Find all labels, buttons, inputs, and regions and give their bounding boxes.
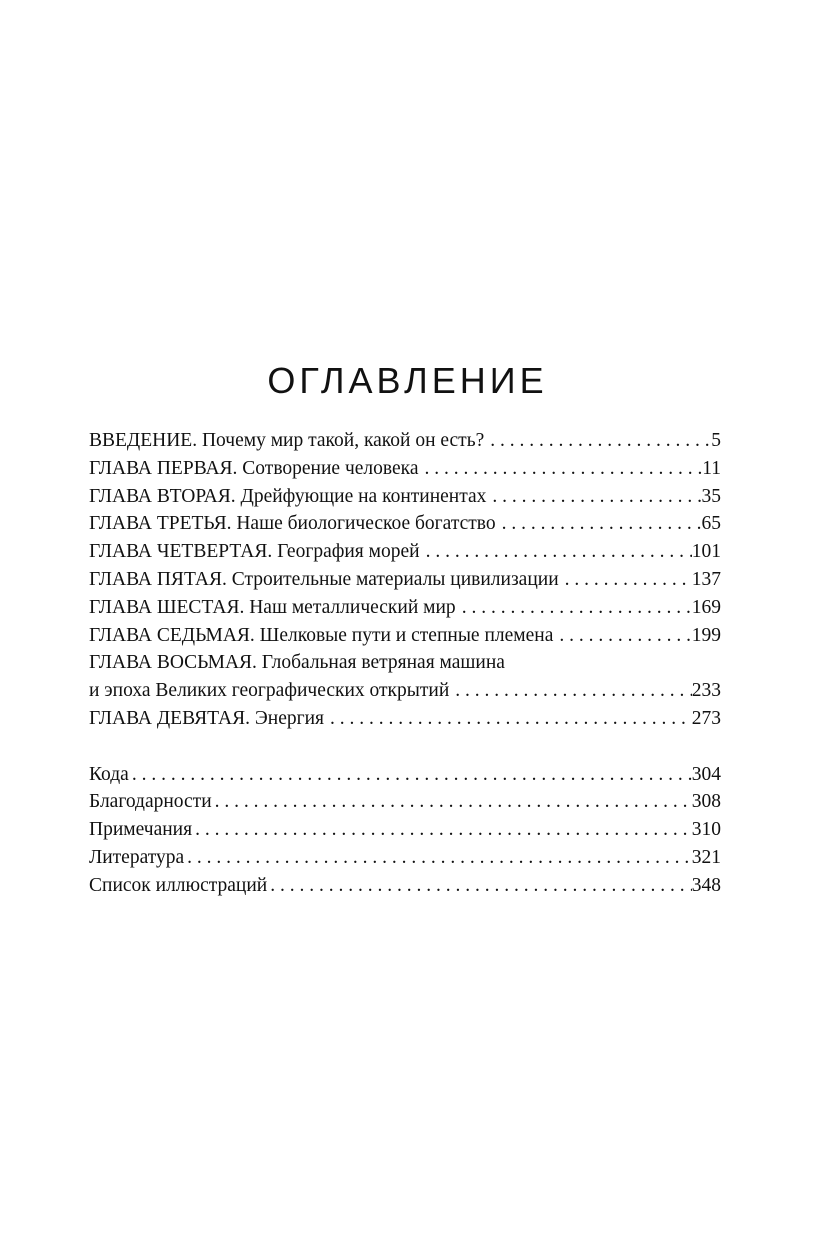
toc-entry-label: Кода [89, 763, 129, 785]
toc-entry-label-line-2: и эпоха Великих географических открытий [89, 680, 450, 702]
toc-entry-chapter-2[interactable] [89, 483, 721, 511]
toc-entry-page: 65 [701, 513, 721, 535]
toc-entry-chapter-7[interactable] [89, 622, 721, 650]
page-title: ОГЛАВЛЕНИЕ [267, 360, 548, 401]
dot-leader [496, 510, 702, 538]
toc-entry-label: ГЛАВА СЕДЬМАЯ. Шелковые пути и степные племена [89, 624, 554, 646]
toc-entry-page: 310 [691, 819, 721, 841]
toc-entry-label: ВВЕДЕНИЕ. Почему мир такой, какой он есть? [89, 430, 485, 451]
toc-entry-chapter-9[interactable] [89, 705, 721, 733]
dot-leader [324, 705, 692, 733]
toc-entry-chapter-4[interactable] [89, 538, 721, 566]
toc-entry-label: ГЛАВА ЧЕТВЕРТАЯ. География морей [89, 541, 420, 563]
dot-leader [420, 538, 692, 566]
dot-leader [456, 594, 692, 622]
toc-entry-bibliography[interactable] [89, 844, 721, 872]
toc-entry-label: ГЛАВА ТРЕТЬЯ. Наше биологическое богатство [89, 513, 496, 535]
toc-entry-label: ГЛАВА ПЯТАЯ. Строительные материалы цивилизации [89, 568, 559, 590]
toc-entry-label: Список иллюстраций [89, 874, 268, 896]
dot-leader [129, 761, 692, 789]
toc-entry-chapter-5[interactable] [89, 566, 721, 594]
table-of-contents [89, 427, 721, 900]
toc-entry-page: 233 [691, 680, 721, 702]
toc-entry-acknowledgements[interactable] [89, 788, 721, 816]
toc-entry-page: 11 [702, 457, 721, 479]
toc-entry-introduction[interactable] [89, 427, 721, 455]
section-spacer [89, 733, 721, 761]
dot-leader [553, 622, 691, 650]
dot-leader [418, 455, 702, 483]
dot-leader [559, 566, 692, 594]
toc-entry-coda[interactable] [89, 761, 721, 789]
toc-entry-page: 169 [691, 596, 721, 618]
dot-leader [486, 483, 701, 511]
toc-entry-illustrations[interactable] [89, 872, 721, 900]
toc-entry-page: 321 [691, 846, 721, 868]
toc-entry-label: ГЛАВА ВТОРАЯ. Дрейфующие на континентах [89, 485, 487, 507]
dot-leader [484, 427, 711, 455]
toc-entry-label: ГЛАВА ДЕВЯТАЯ. Энергия [89, 707, 324, 729]
toc-entry-label: Примечания [89, 819, 193, 841]
toc-entry-page: 348 [691, 874, 721, 896]
toc-entry-page: 101 [691, 541, 721, 563]
toc-entry-label: Благодарности [89, 791, 212, 813]
toc-entry-label-line-1: ГЛАВА ВОСЬМАЯ. Глобальная ветряная машина [89, 652, 505, 674]
dot-leader [449, 677, 691, 705]
toc-entry-page: 137 [691, 568, 721, 590]
toc-entry-chapter-3[interactable] [89, 510, 721, 538]
dot-leader [192, 816, 692, 844]
back-matter-list [89, 761, 721, 900]
toc-entry-notes[interactable] [89, 816, 721, 844]
toc-entry-page: 273 [691, 707, 721, 729]
dot-leader [212, 788, 692, 816]
toc-entry-chapter-1[interactable] [89, 455, 721, 483]
toc-entry-chapter-6[interactable] [89, 594, 721, 622]
toc-entry-page: 5 [711, 430, 721, 451]
toc-entry-chapter-8[interactable] [89, 649, 721, 705]
toc-entry-page: 304 [691, 763, 721, 785]
dot-leader [184, 844, 692, 872]
dot-leader [267, 872, 692, 900]
toc-entry-page: 35 [701, 485, 721, 507]
toc-entry-label: Литература [89, 846, 185, 868]
toc-entry-label: ГЛАВА ШЕСТАЯ. Наш металлический мир [89, 596, 456, 618]
toc-entry-page: 199 [691, 624, 721, 646]
toc-entry-page: 308 [691, 791, 721, 813]
toc-entry-label: ГЛАВА ПЕРВАЯ. Сотворение человека [89, 457, 419, 479]
